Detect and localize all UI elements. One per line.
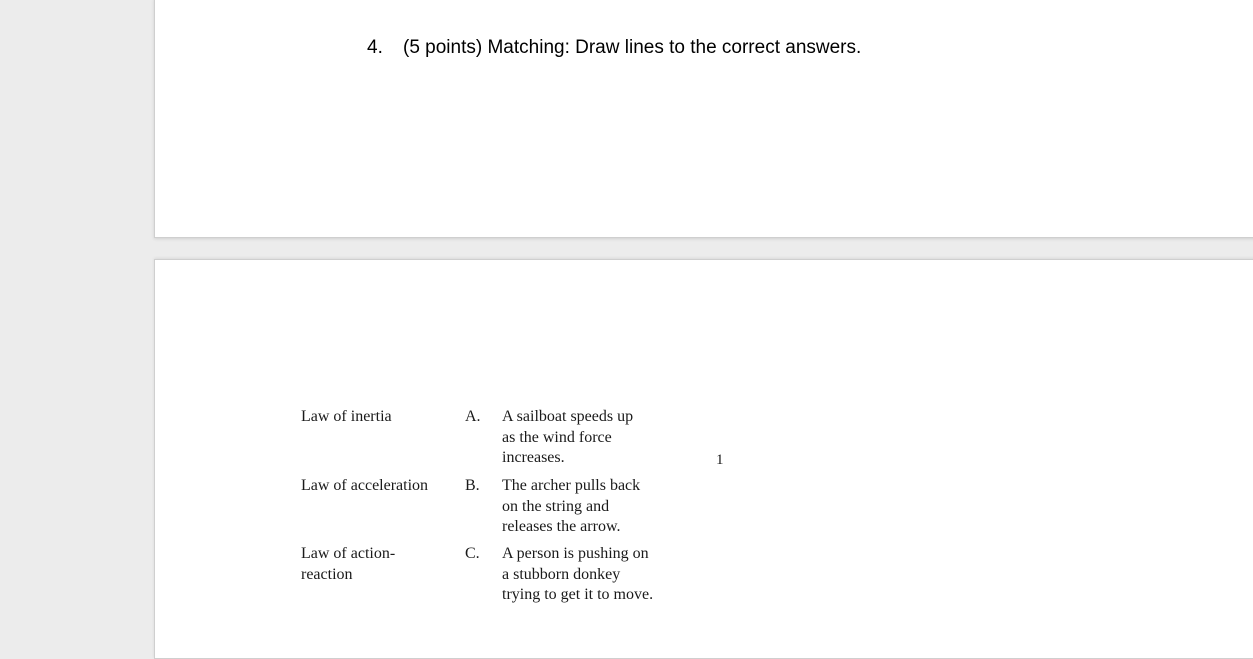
answer-letter-c: C. [465, 545, 480, 562]
answer-a [502, 407, 692, 469]
answer-a-line1: A sailboat speeds up [502, 408, 634, 425]
answer-letter-b: B. [465, 477, 480, 494]
answer-b-line1: The archer pulls back [502, 477, 641, 494]
document-page-2 [154, 259, 1253, 659]
law-inertia: Law of inertia [301, 408, 392, 425]
answer-c-line1: A person is pushing on [502, 545, 649, 562]
law-action-reaction [301, 544, 395, 585]
question-text: (5 points) Matching: Draw lines to the correct answers. [403, 37, 862, 58]
question-heading [367, 37, 861, 59]
law-action-reaction-line2: reaction [301, 565, 353, 583]
answer-b [502, 476, 692, 538]
law-acceleration: Law of acceleration [301, 477, 429, 494]
answer-c [502, 544, 692, 606]
document-page-1 [154, 0, 1253, 238]
page-number: 1 [716, 452, 724, 468]
answer-a-line2: as the wind force [502, 428, 612, 446]
answer-b-line3: releases the arrow. [502, 518, 621, 535]
question-number: 4. [367, 37, 383, 58]
answer-c-line2: a stubborn donkey [502, 565, 621, 583]
answer-a-line3: increases. [502, 449, 565, 466]
law-action-reaction-line1: Law of action- [301, 545, 396, 562]
answer-b-line2: on the string and [502, 497, 610, 515]
answer-letter-a: A. [465, 408, 481, 425]
answer-c-line3: trying to get it to move. [502, 586, 654, 603]
